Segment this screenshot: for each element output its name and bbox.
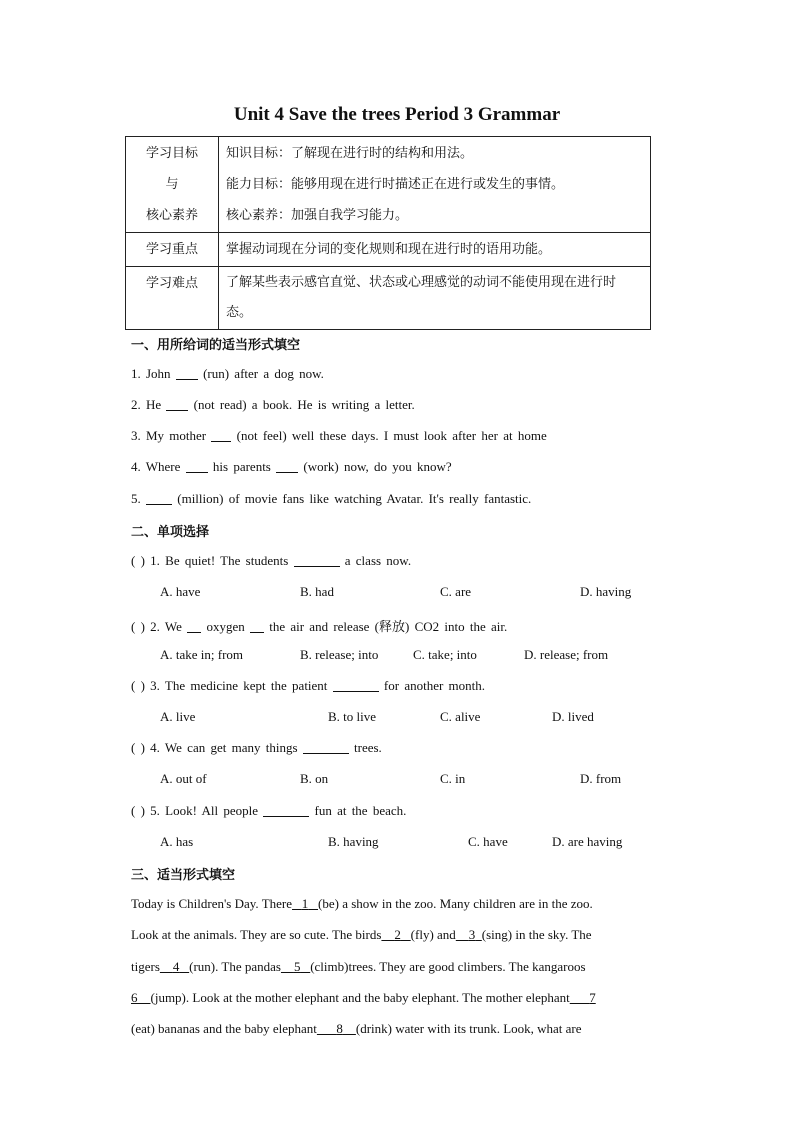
passage-text: tigers (131, 959, 160, 974)
mc-q4-option-a[interactable]: A. out of (160, 771, 207, 786)
mc-q2-stem-b: oxygen (206, 619, 245, 634)
goals-label-line: 与 (165, 177, 179, 192)
mc-question-2 (131, 616, 507, 635)
mc-q2-option-c[interactable]: C. take; into (413, 647, 477, 662)
difficulties-line: 了解某些表示感官直觉、状态或心理感觉的动词不能使用现在进行时 (226, 275, 617, 290)
key-points-content: 掌握动词现在分词的变化规则和现在进行时的语用功能。 (219, 233, 651, 267)
answer-blank[interactable] (187, 620, 201, 633)
s1-question-5 (131, 491, 531, 507)
passage-line-3 (131, 959, 663, 975)
mc-question-4 (131, 740, 382, 756)
goals-label-line: 核心素养 (145, 208, 198, 223)
blank-number: 6 (131, 990, 138, 1005)
passage-text: (jump). Look at the mother elephant and the baby elephant. The mother elephant (150, 990, 570, 1005)
passage-text: (fly) and (410, 927, 456, 942)
mc-q2-option-d[interactable]: D. release; from (524, 647, 609, 662)
passage-text: (eat) bananas and the baby elephant (131, 1021, 317, 1036)
mc-q3-stem-b: for another month. (383, 678, 486, 693)
mc-q1-option-a[interactable]: A. have (160, 584, 201, 599)
mc-q3-option-b[interactable]: B. to live (328, 709, 377, 724)
blank-4[interactable] (160, 959, 189, 974)
blank-5[interactable] (281, 959, 310, 974)
goals-label-line: 学习目标 (145, 146, 198, 161)
page-title: Unit 4 Save the trees Period 3 Grammar (233, 104, 561, 125)
goals-content-cell (219, 137, 651, 233)
passage-text: (drink) water with its trunk. Look, what are (355, 1021, 582, 1036)
mc-q5-option-b[interactable]: B. having (328, 834, 379, 849)
blank-number: 7 (589, 990, 596, 1005)
difficulties-row (126, 267, 651, 330)
blank-number: 8 (336, 1021, 343, 1036)
mc-q1-option-b[interactable]: B. had (300, 584, 334, 599)
core-literacy-goal: 核心素养：加强自我学习能力。 (226, 208, 409, 223)
s1-q1-text-b: (run) after a dog now. (203, 366, 324, 381)
goals-label-cell (126, 137, 219, 233)
section3-heading: 三、适当形式填空 (131, 868, 236, 883)
blank-number: 2 (394, 927, 401, 942)
s1-question-3 (131, 428, 547, 444)
s1-question-2 (131, 397, 415, 413)
mc-q5-stem-a: ( ) 5. Look! All people (131, 803, 258, 818)
blank-6[interactable] (131, 990, 151, 1005)
blank-7[interactable] (570, 990, 596, 1005)
s1-q3-text-a: 3. My mother (131, 428, 207, 443)
mc-q2-stem-c: the air and release (释放) CO2 into the air. (269, 619, 508, 634)
mc-q3-option-d[interactable]: D. lived (552, 709, 594, 724)
difficulties-label-cell (126, 267, 219, 330)
passage-line-1 (131, 896, 663, 912)
answer-blank[interactable] (263, 804, 309, 817)
blank-number: 3 (468, 927, 476, 942)
knowledge-goal: 知识目标：了解现在进行时的结构和用法。 (226, 146, 474, 161)
blank-8[interactable] (317, 1021, 356, 1036)
s1-question-4 (131, 459, 452, 475)
s1-q4-text-c: (work) now, do you know? (303, 459, 452, 474)
s1-q2-text-a: 2. He (131, 397, 162, 412)
mc-q1-option-d[interactable]: D. having (580, 584, 632, 599)
s1-question-1 (131, 366, 324, 382)
section2-heading: 二、单项选择 (131, 525, 210, 540)
passage-line-5 (131, 1021, 663, 1037)
mc-q2-option-a[interactable]: A. take in; from (160, 647, 244, 662)
learning-goals-table (125, 136, 651, 330)
s1-q3-text-b: (not feel) well these days. I must look after her at home (236, 428, 547, 443)
passage-text: Today is Children's Day. There (131, 896, 293, 911)
mc-question-5 (131, 803, 406, 819)
blank-3[interactable] (456, 927, 482, 942)
mc-q4-option-b[interactable]: B. on (300, 771, 329, 786)
difficulties-label: 学习难点 (145, 276, 198, 291)
passage-text: (be) a show in the zoo. Many children are in the zoo. (318, 896, 593, 911)
blank-number: 5 (293, 959, 301, 974)
s1-q5-text-b: (million) of movie fans like watching Avatar. It's really fantastic. (177, 491, 532, 506)
blank-number: 4 (172, 959, 180, 974)
mc-q3-option-c[interactable]: C. alive (440, 709, 481, 724)
mc-question-3 (131, 678, 485, 694)
answer-blank[interactable] (166, 398, 188, 411)
passage-line-4 (131, 990, 663, 1006)
mc-q4-option-d[interactable]: D. from (580, 771, 622, 786)
mc-q1-stem-b: a class now. (344, 553, 412, 568)
answer-blank[interactable] (176, 367, 198, 380)
s1-q5-text-a: 5. (131, 491, 141, 506)
goals-row (126, 137, 651, 233)
blank-number: 1 (301, 896, 309, 911)
mc-q1-option-c[interactable]: C. are (440, 584, 472, 599)
answer-blank[interactable] (211, 429, 231, 442)
mc-q4-option-c[interactable]: C. in (440, 771, 466, 786)
s1-q1-text-a: 1. John (131, 366, 171, 381)
answer-blank[interactable] (294, 554, 340, 567)
mc-q4-stem-b: trees. (354, 740, 382, 755)
s1-q4-text-b: his parents (212, 459, 271, 474)
mc-q2-stem-a: ( ) 2. We (131, 619, 182, 634)
answer-blank[interactable] (276, 460, 298, 473)
mc-question-1 (131, 553, 411, 569)
difficulties-line: 态。 (226, 305, 253, 320)
mc-q5-option-a[interactable]: A. has (160, 834, 194, 849)
s1-q2-text-b: (not read) a book. He is writing a letter. (193, 397, 415, 412)
passage-text: Look at the animals. They are so cute. The birds (131, 927, 382, 942)
section1-heading: 一、用所给词的适当形式填空 (131, 338, 301, 353)
mc-q1-stem-a: ( ) 1. Be quiet! The students (131, 553, 289, 568)
blank-2[interactable] (381, 927, 410, 942)
mc-q2-option-b[interactable]: B. release; into (300, 647, 379, 662)
answer-blank[interactable] (303, 741, 349, 754)
ability-goal: 能力目标：能够用现在进行时描述正在进行或发生的事情。 (226, 177, 565, 192)
passage-text: (sing) in the sky. The (481, 927, 592, 942)
s1-q4-text-a: 4. Where (131, 459, 181, 474)
mc-q5-option-c[interactable]: C. have (468, 834, 508, 849)
difficulties-content-cell (219, 267, 651, 330)
answer-blank[interactable] (333, 679, 379, 692)
mc-q3-option-a[interactable]: A. live (160, 709, 196, 724)
answer-blank[interactable] (186, 460, 208, 473)
key-points-label: 学习重点 (126, 233, 219, 267)
answer-blank[interactable] (146, 492, 172, 505)
mc-q5-stem-b: fun at the beach. (314, 803, 407, 818)
key-points-row (126, 233, 651, 267)
passage-text: (run). The pandas (189, 959, 281, 974)
answer-blank[interactable] (250, 620, 264, 633)
passage-line-2 (131, 927, 663, 943)
mc-q3-stem-a: ( ) 3. The medicine kept the patient (131, 678, 328, 693)
mc-q5-option-d[interactable]: D. are having (552, 834, 623, 849)
passage-text: (climb)trees. They are good climbers. The kangaroos (310, 959, 586, 974)
mc-q4-stem-a: ( ) 4. We can get many things (131, 740, 298, 755)
blank-1[interactable] (292, 896, 318, 911)
